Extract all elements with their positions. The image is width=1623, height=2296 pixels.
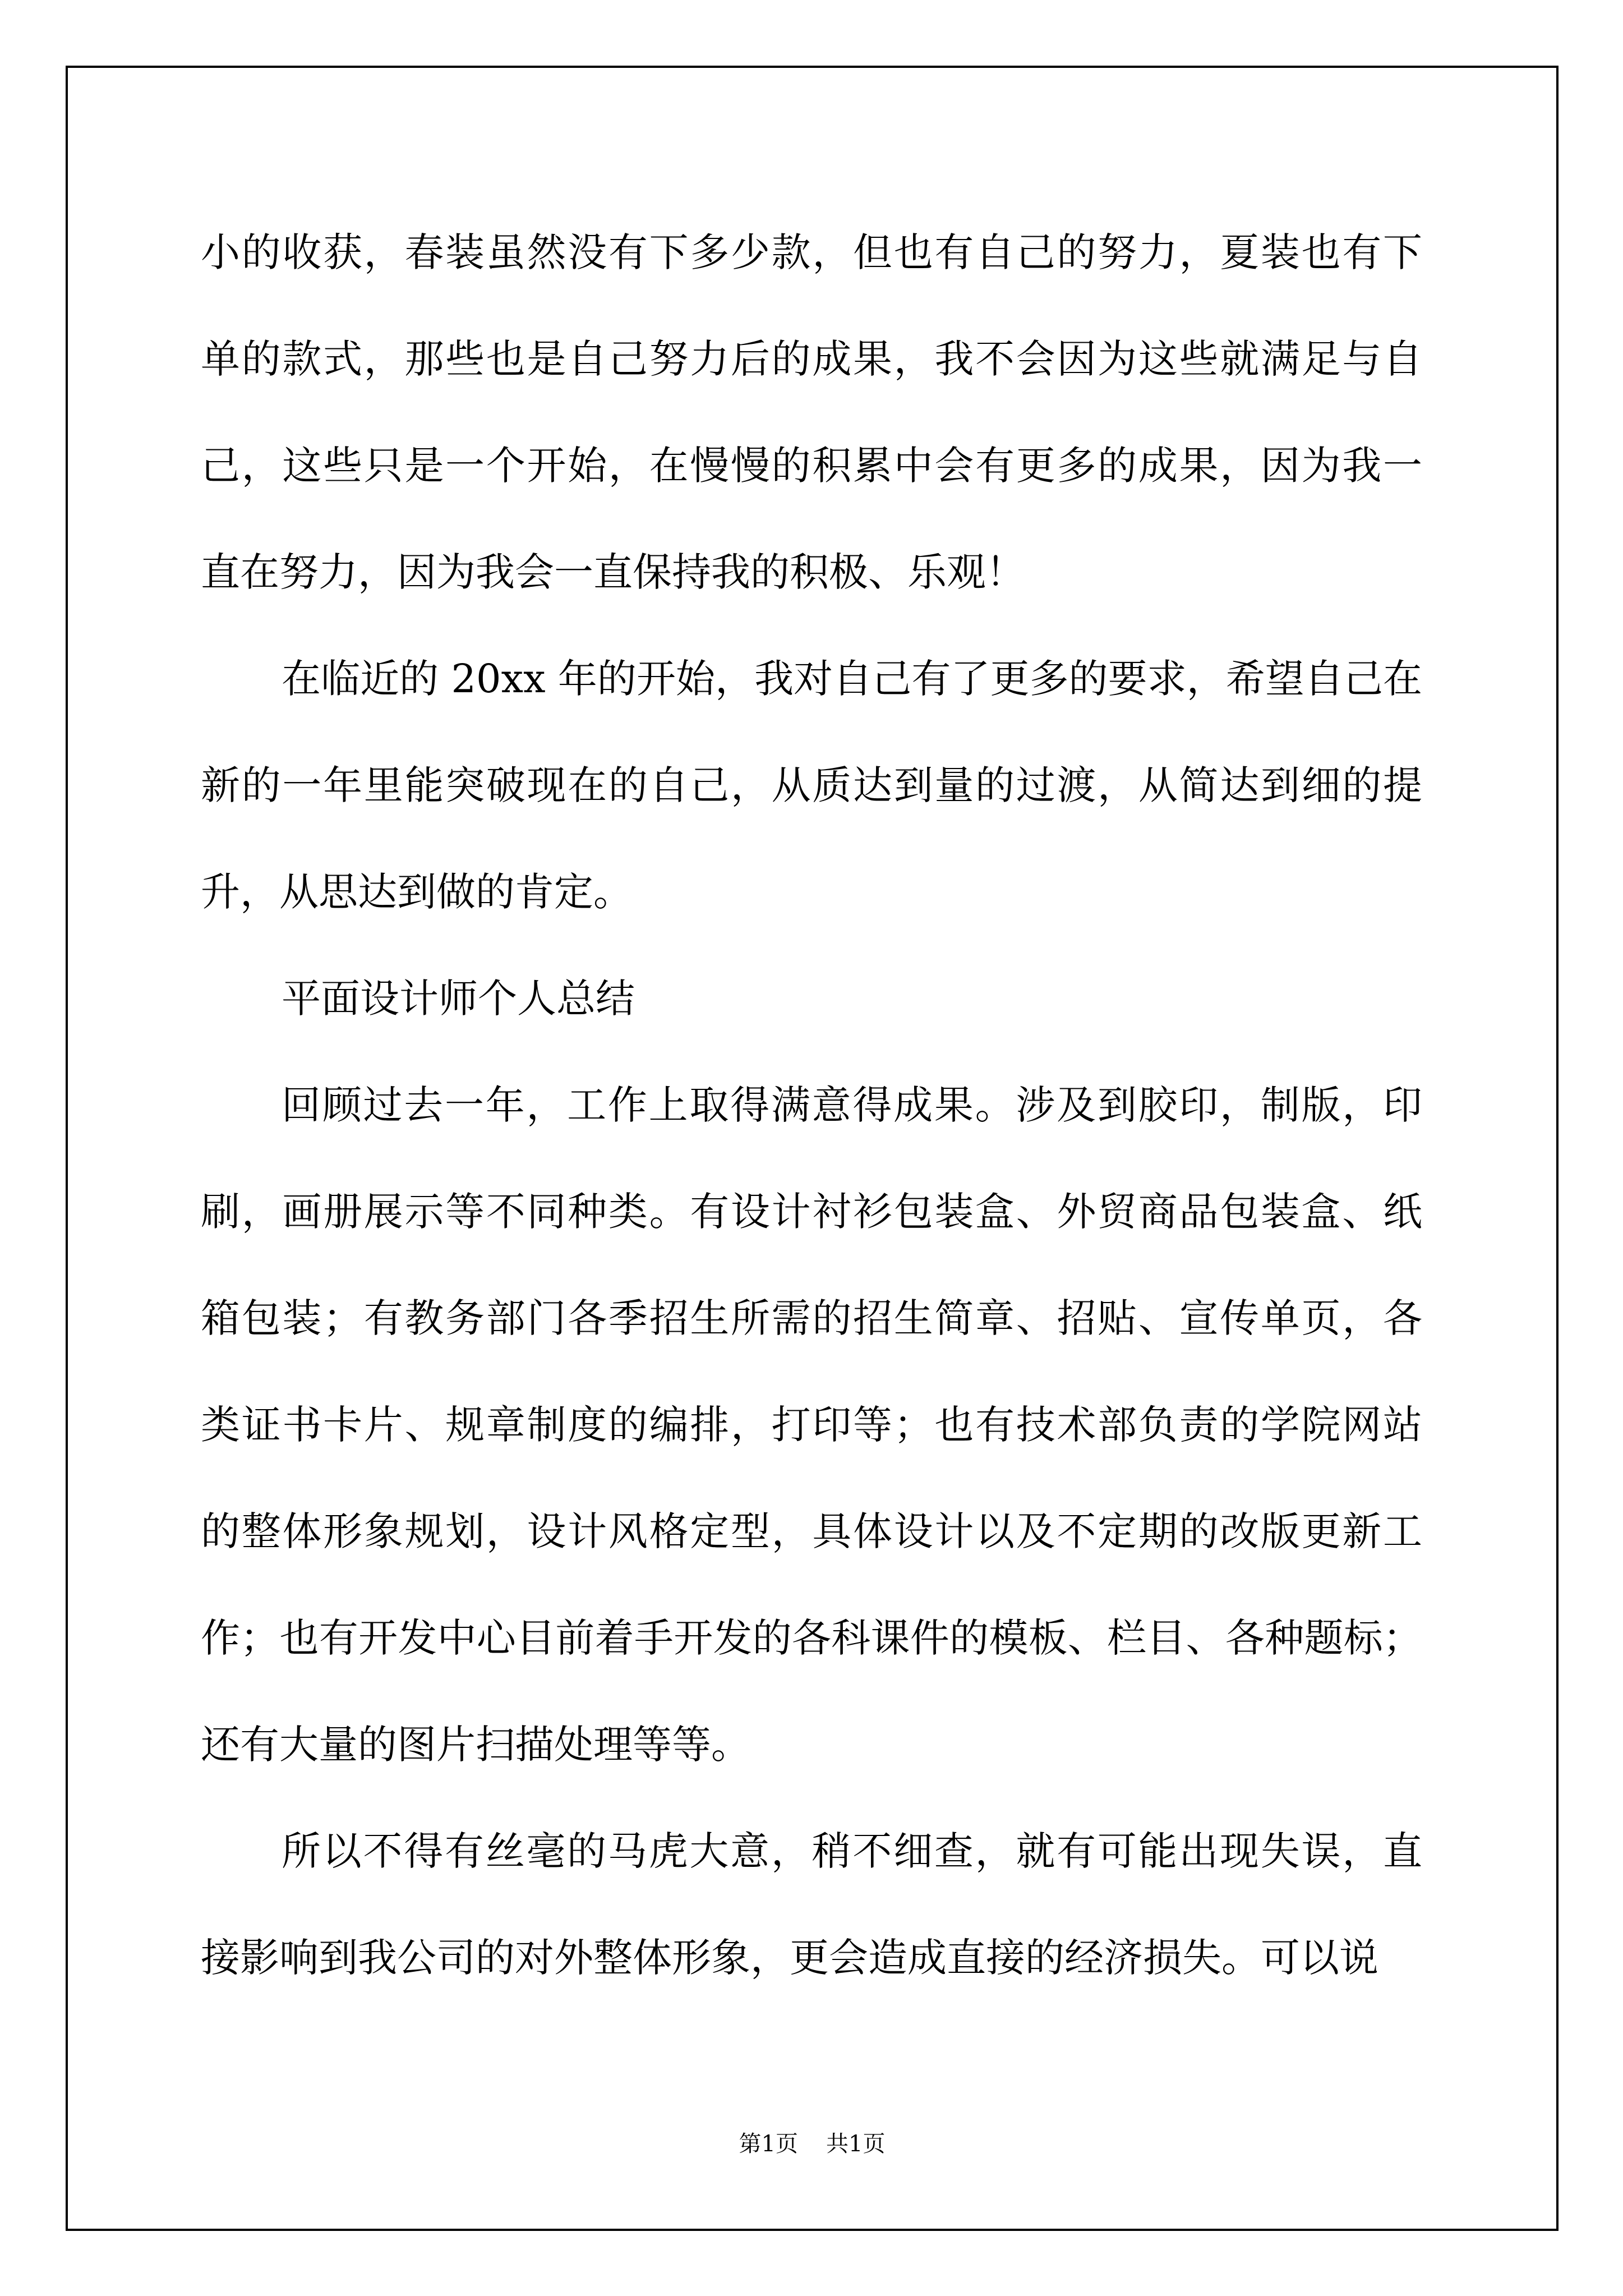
text-line: 还有大量的图片扫描处理等等。 xyxy=(201,1722,750,1768)
text-line: 的整体形象规划，设计风格定型，具体设计以及不定期的改版更新工 xyxy=(201,1508,1422,1554)
footer-total-pages: 共1页 xyxy=(826,2131,886,2157)
text-line: 直在努力，因为我会一直保持我的积极、乐观！ xyxy=(201,549,1025,595)
document-body xyxy=(201,199,1422,2011)
text-line: 回顾过去一年，工作上取得满意得成果。涉及到胶印，制版，印 xyxy=(282,1082,1422,1128)
paragraph xyxy=(201,945,1422,1052)
text-line: 类证书卡片、规章制度的编排，打印等；也有技术部负责的学院网站 xyxy=(201,1402,1422,1448)
paragraph xyxy=(201,199,1422,625)
paragraph xyxy=(201,625,1422,945)
footer-page-number: 第1页 xyxy=(739,2131,798,2157)
text-line: 新的一年里能突破现在的自己，从质达到量的过渡，从简达到细的提 xyxy=(201,762,1422,808)
text-line: 小的收获，春装虽然没有下多少款，但也有自己的努力，夏装也有下 xyxy=(201,229,1422,275)
text-line: 升，从思达到做的肯定。 xyxy=(201,869,633,915)
text-line: 平面设计师个人总结 xyxy=(282,976,635,1022)
text-line: 己，这些只是一个开始，在慢慢的积累中会有更多的成果，因为我一 xyxy=(201,443,1422,489)
text-line: 所以不得有丝毫的马虎大意，稍不细查，就有可能出现失误，直 xyxy=(282,1828,1422,1874)
paragraph xyxy=(201,1798,1422,2011)
page-footer xyxy=(66,2127,1559,2161)
text-line: 作；也有开发中心目前着手开发的各科课件的模板、栏目、各种题标； xyxy=(201,1615,1422,1661)
text-line: 在临近的 20xx 年的开始，我对自己有了更多的要求，希望自己在 xyxy=(282,656,1422,702)
paragraph xyxy=(201,1052,1422,1798)
text-line: 接影响到我公司的对外整体形象，更会造成直接的经济损失。可以说 xyxy=(201,1935,1378,1981)
text-line: 箱包装；有教务部门各季招生所需的招生简章、招贴、宣传单页，各 xyxy=(201,1295,1422,1341)
text-line: 单的款式，那些也是自己努力后的成果，我不会因为这些就满足与自 xyxy=(201,336,1422,382)
text-line: 刷，画册展示等不同种类。有设计衬衫包装盒、外贸商品包装盒、纸 xyxy=(201,1189,1422,1235)
